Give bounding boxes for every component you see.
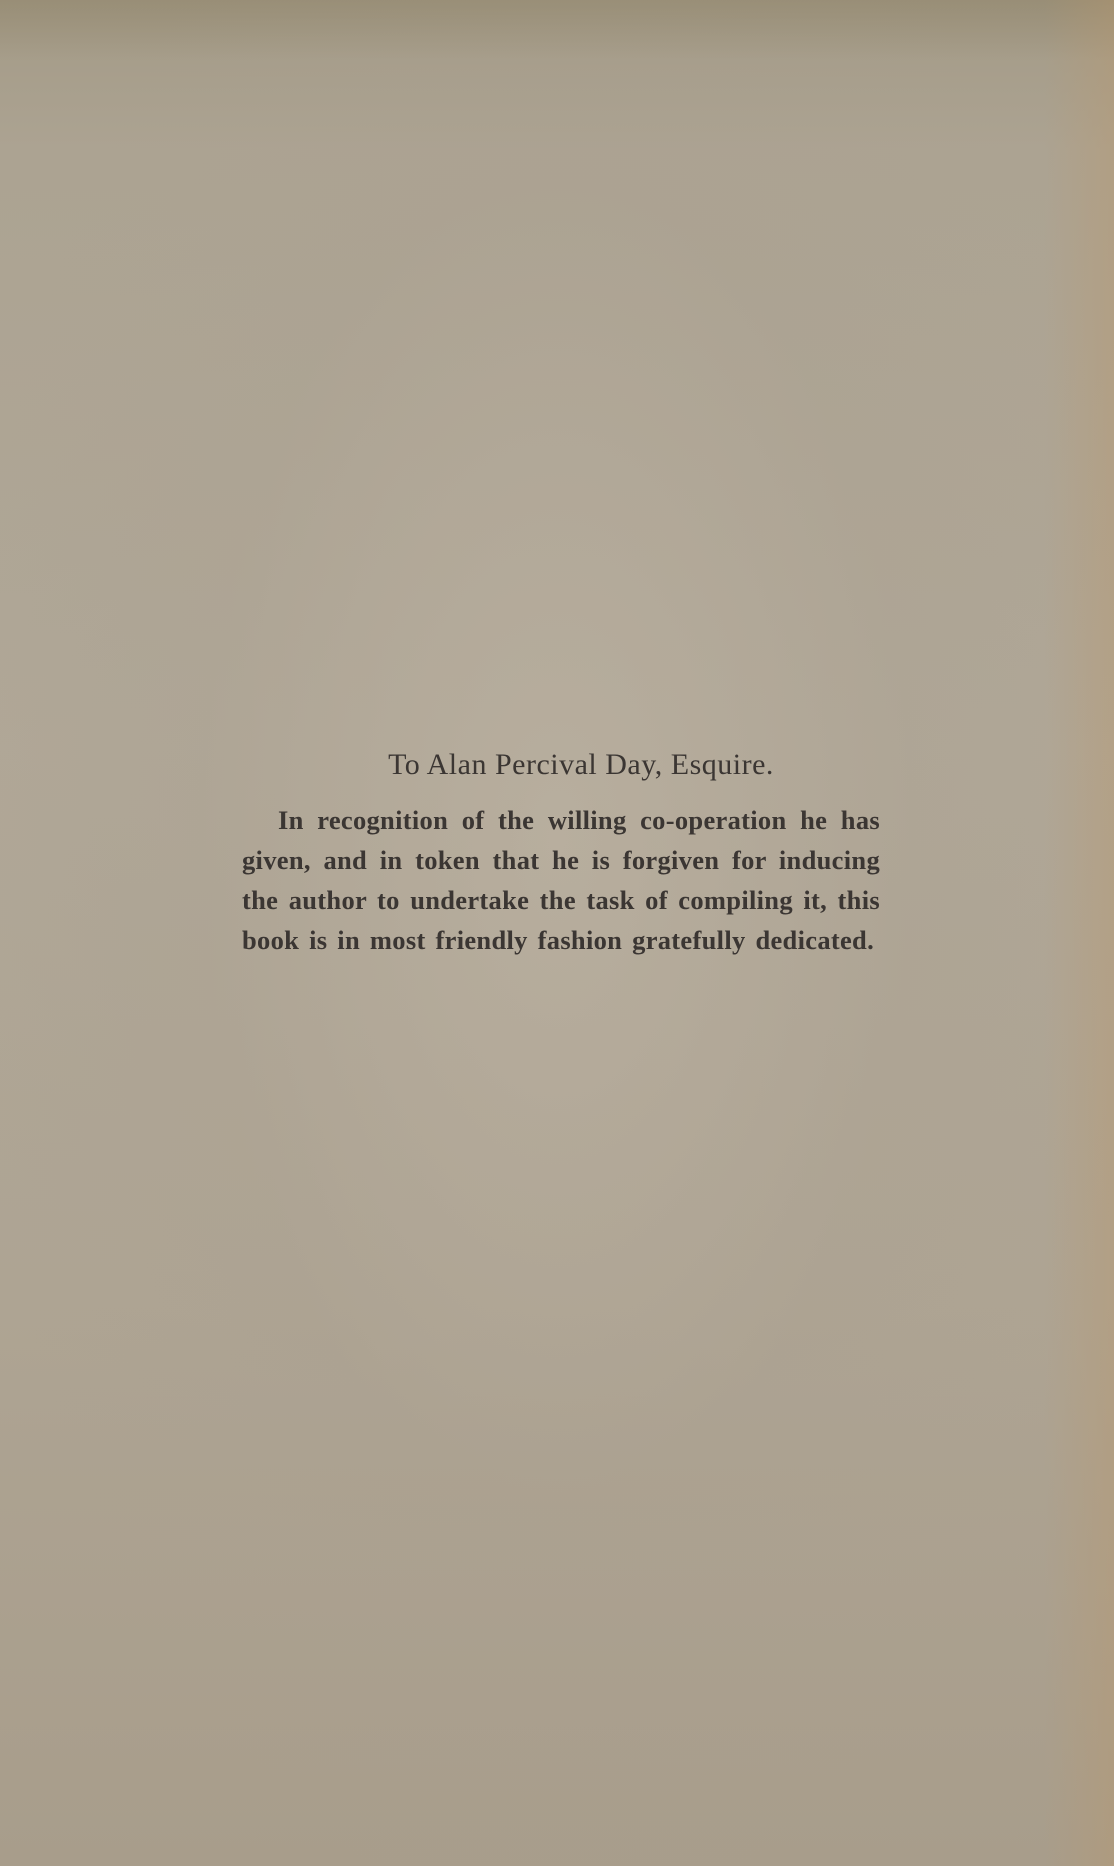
- dedication-block: [242, 748, 880, 960]
- dedication-text: In recognition of the willing co-operation he has given, and in token that he is forgiven for inducing the author to undertake the task of compiling it, this book is in most friendly fashion gratefully dedicated.: [242, 805, 880, 955]
- page-top-shadow: [0, 0, 1114, 60]
- page-right-edge: [1044, 0, 1114, 1866]
- dedication-title: To Alan Percival Day, Esquire.: [388, 748, 774, 781]
